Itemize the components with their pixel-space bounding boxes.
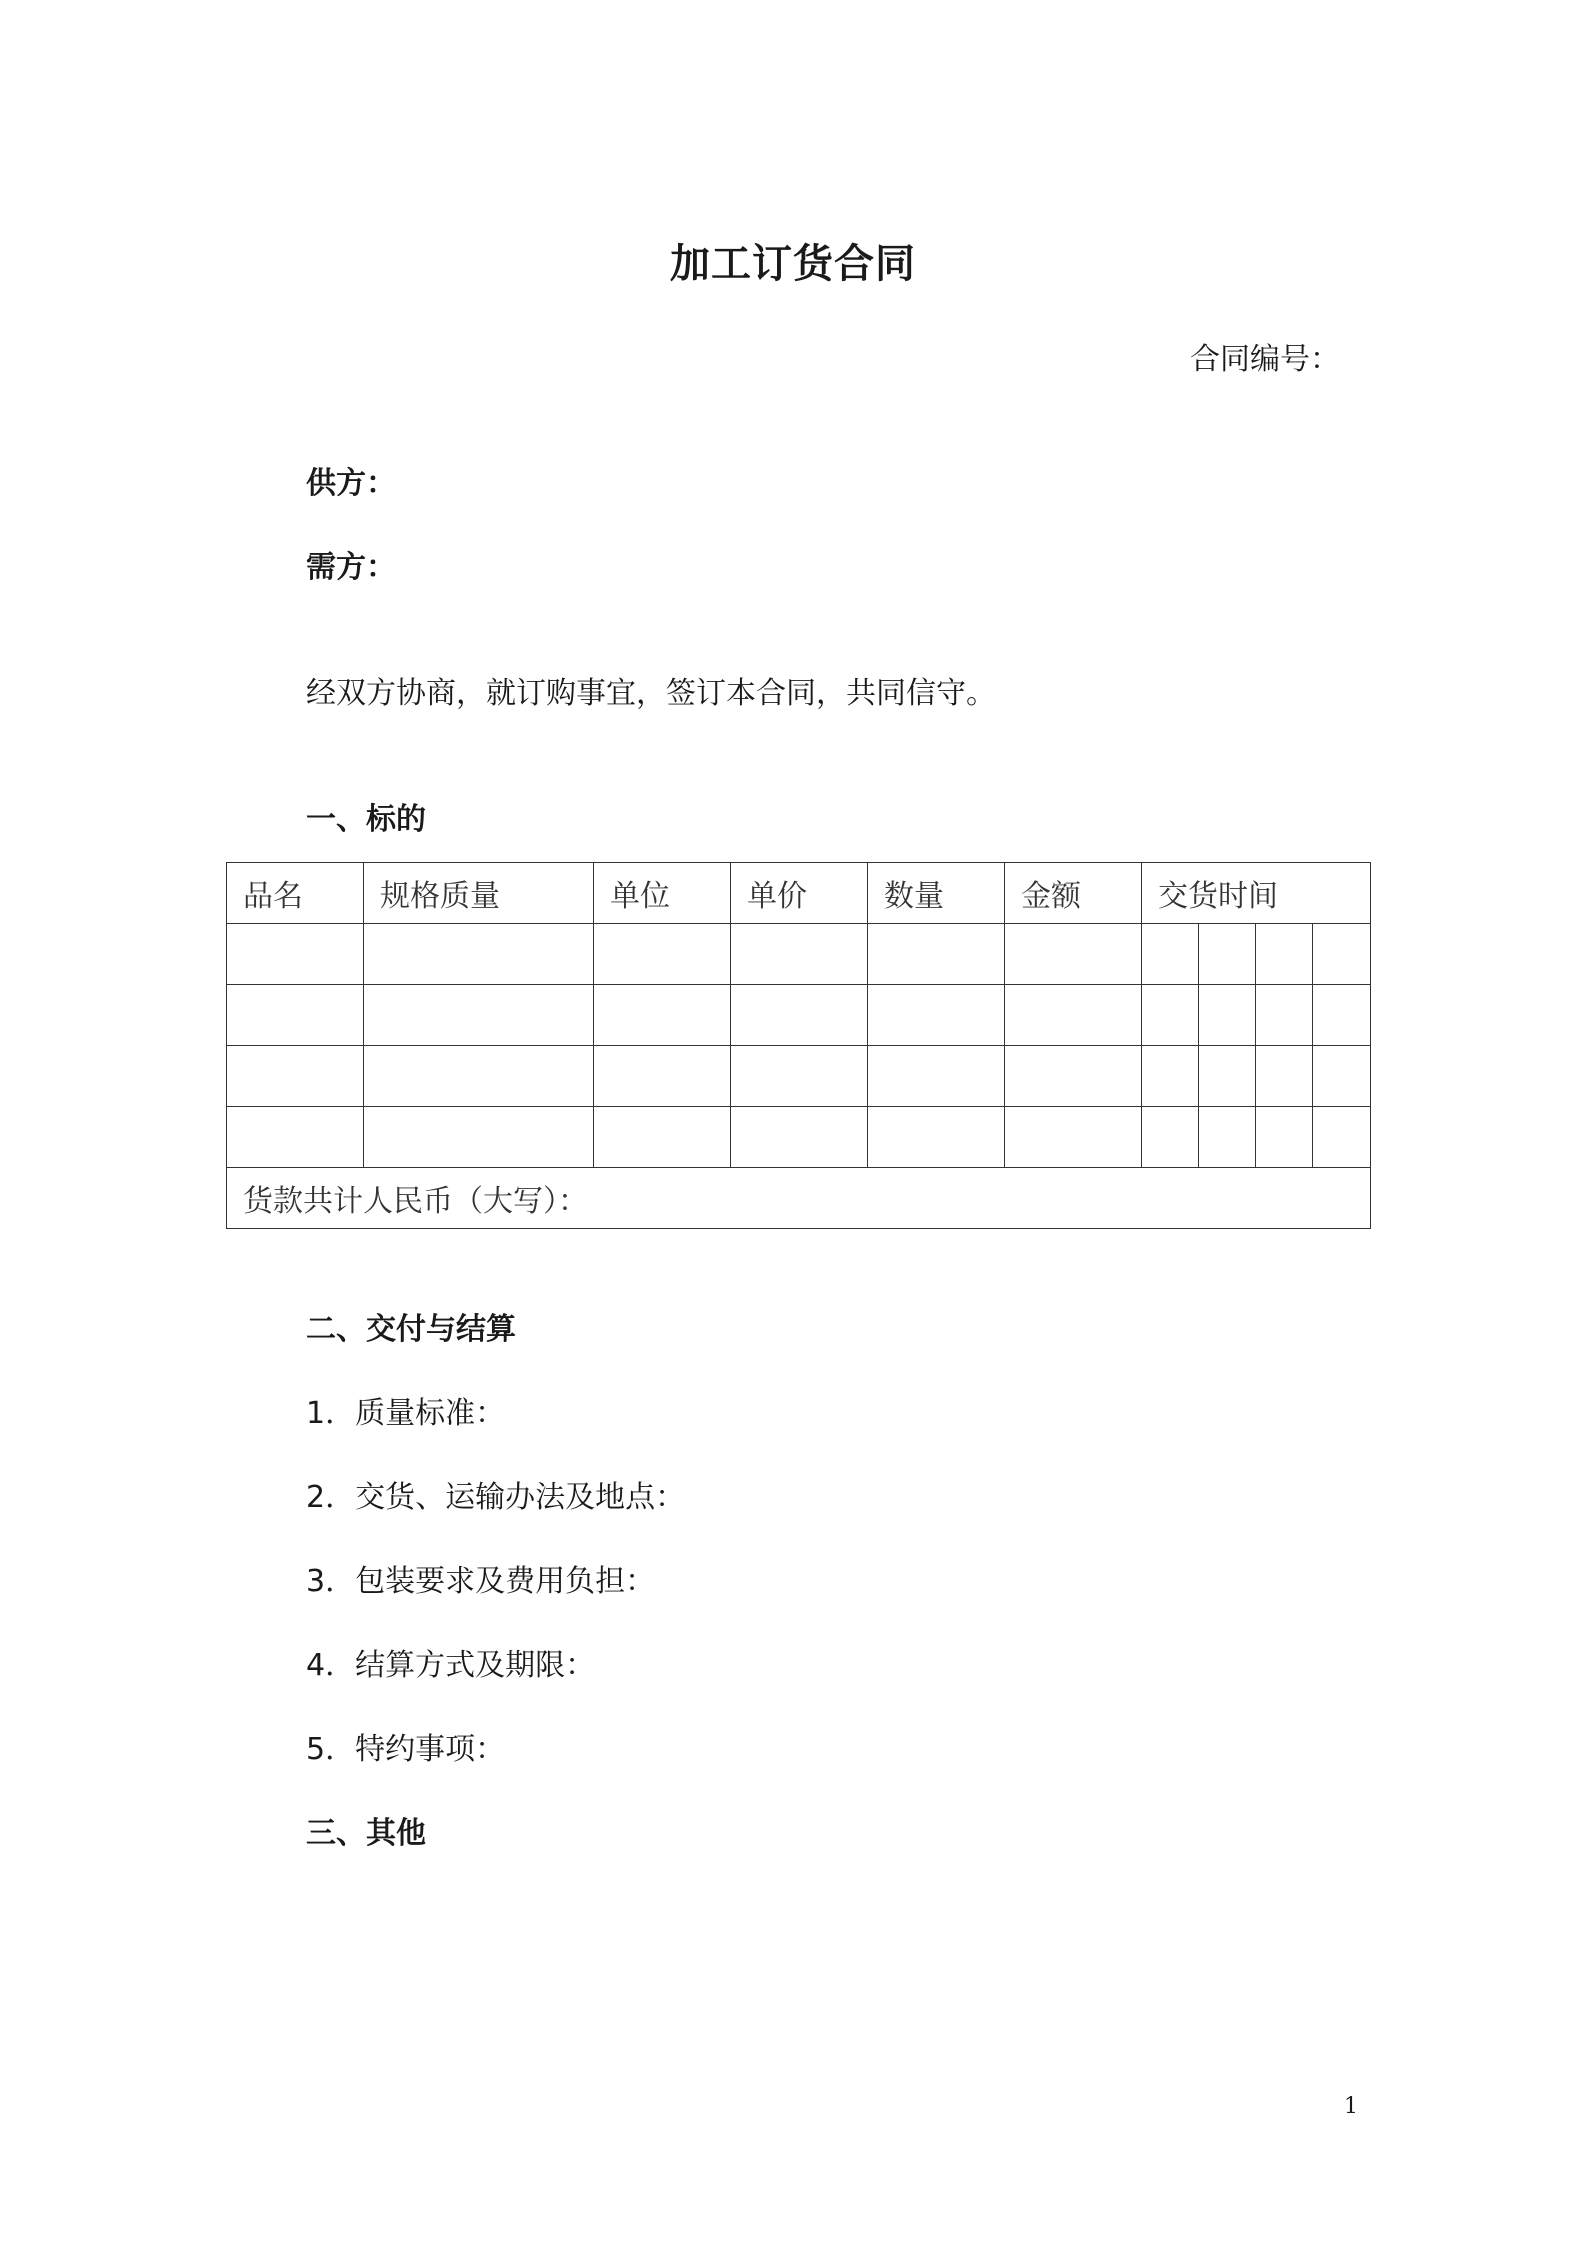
contract-number-label: 合同编号： — [1190, 342, 1340, 377]
table-cell[interactable] — [227, 985, 364, 1046]
order-table — [226, 862, 1371, 1229]
table-cell[interactable] — [1199, 1107, 1256, 1168]
table-row — [227, 1046, 1371, 1107]
table-cell[interactable] — [1005, 1107, 1142, 1168]
table-cell[interactable] — [1142, 924, 1199, 985]
table-cell[interactable] — [594, 1107, 731, 1168]
table-total-row — [227, 1168, 1371, 1229]
table-cell[interactable] — [1313, 1046, 1371, 1107]
table-cell[interactable] — [1256, 1107, 1313, 1168]
table-cell[interactable] — [1199, 924, 1256, 985]
table-cell[interactable] — [364, 985, 594, 1046]
item-quality-standard: 1．质量标准： — [306, 1396, 506, 1431]
table-cell[interactable] — [1005, 924, 1142, 985]
section-2-title: 二、交付与结算 — [306, 1312, 516, 1347]
table-cell[interactable] — [1313, 985, 1371, 1046]
total-amount-label: 货款共计人民币（大写）： — [227, 1168, 1371, 1229]
table-cell[interactable] — [731, 1046, 868, 1107]
table-cell[interactable] — [1256, 1046, 1313, 1107]
table-cell[interactable] — [731, 985, 868, 1046]
table-cell[interactable] — [1199, 985, 1256, 1046]
table-cell[interactable] — [1005, 985, 1142, 1046]
table-cell[interactable] — [594, 1046, 731, 1107]
header-spec-quality: 规格质量 — [364, 863, 594, 924]
table-cell[interactable] — [1005, 1046, 1142, 1107]
item-packaging: 3．包装要求及费用负担： — [306, 1564, 656, 1599]
table-cell[interactable] — [731, 924, 868, 985]
header-amount: 金额 — [1005, 863, 1142, 924]
document-title: 加工订货合同 — [670, 241, 916, 287]
table-cell[interactable] — [868, 1046, 1005, 1107]
table-cell[interactable] — [1142, 1107, 1199, 1168]
buyer-label: 需方： — [306, 550, 396, 585]
header-product-name: 品名 — [227, 863, 364, 924]
table-cell[interactable] — [594, 985, 731, 1046]
header-unit: 单位 — [594, 863, 731, 924]
intro-text: 经双方协商，就订购事宜，签订本合同，共同信守。 — [306, 676, 996, 711]
item-delivery-transport: 2．交货、运输办法及地点： — [306, 1480, 686, 1515]
table-cell[interactable] — [868, 985, 1005, 1046]
table-cell[interactable] — [868, 924, 1005, 985]
table-cell[interactable] — [364, 1046, 594, 1107]
header-quantity: 数量 — [868, 863, 1005, 924]
table-cell[interactable] — [1256, 985, 1313, 1046]
table-cell[interactable] — [227, 1107, 364, 1168]
table-cell[interactable] — [364, 924, 594, 985]
header-unit-price: 单价 — [731, 863, 868, 924]
table-cell[interactable] — [868, 1107, 1005, 1168]
table-cell[interactable] — [1142, 985, 1199, 1046]
table-cell[interactable] — [1313, 1107, 1371, 1168]
section-3-title: 三、其他 — [306, 1816, 426, 1851]
table-cell[interactable] — [1199, 1046, 1256, 1107]
item-special-terms: 5．特约事项： — [306, 1732, 506, 1767]
section-1-title: 一、标的 — [306, 802, 426, 837]
item-settlement: 4．结算方式及期限： — [306, 1648, 596, 1683]
table-cell[interactable] — [1313, 924, 1371, 985]
table-cell[interactable] — [1142, 1046, 1199, 1107]
header-delivery-time: 交货时间 — [1142, 863, 1371, 924]
table-cell[interactable] — [227, 924, 364, 985]
table-cell[interactable] — [731, 1107, 868, 1168]
supplier-label: 供方： — [306, 466, 396, 501]
table-cell[interactable] — [227, 1046, 364, 1107]
table-row — [227, 985, 1371, 1046]
table-header-row — [227, 863, 1371, 924]
table-cell[interactable] — [1256, 924, 1313, 985]
table-row — [227, 1107, 1371, 1168]
page-number: 1 — [1344, 2094, 1358, 2119]
table-row — [227, 924, 1371, 985]
table-cell[interactable] — [594, 924, 731, 985]
table-cell[interactable] — [364, 1107, 594, 1168]
